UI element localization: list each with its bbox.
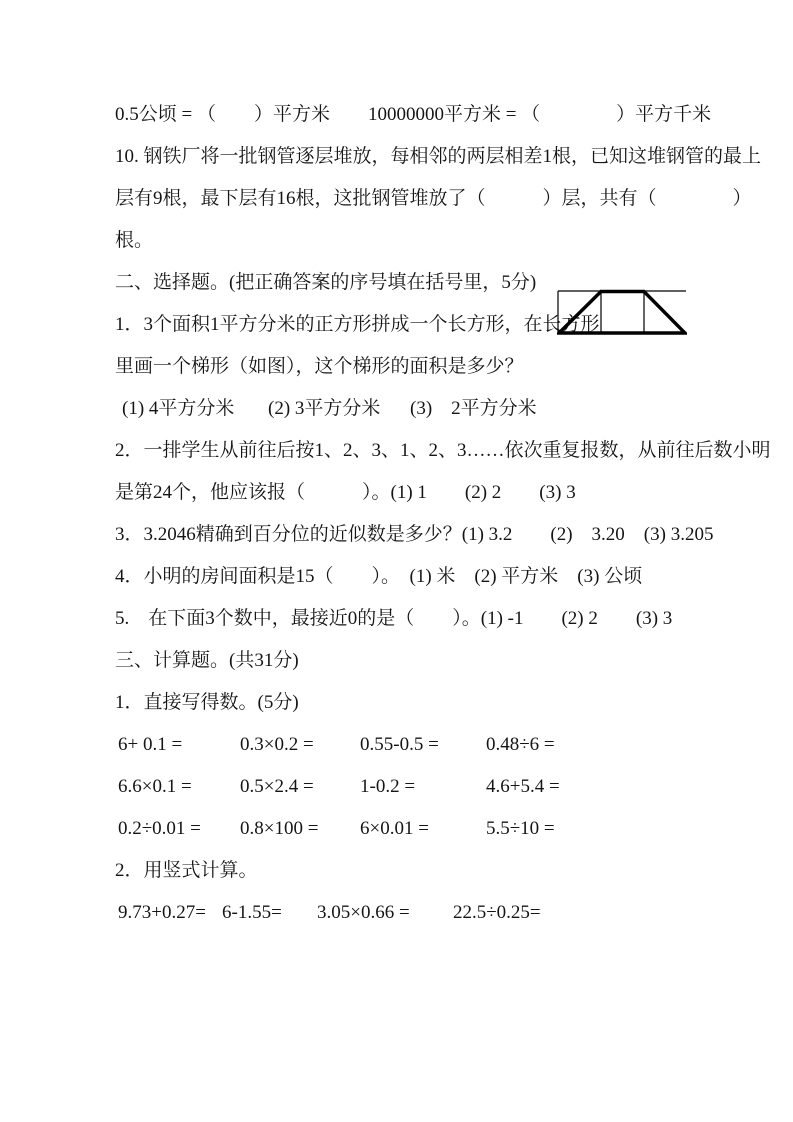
q3-line: 3．3.2046精确到百分位的近似数是多少？(1) 3.2 (2) 3.20 (3) 3.205 — [115, 524, 714, 545]
q1-option-2: (2) 3平方分米 — [268, 398, 381, 419]
section3-heading: 三、计算题。(共31分) — [115, 650, 299, 671]
expression: 1-0.2 = — [360, 776, 416, 797]
column-calc-row — [115, 892, 703, 934]
mental-math-row-3 — [115, 808, 703, 850]
column-calc-heading: 2．用竖式计算。 — [115, 860, 258, 881]
expression: 0.55-0.5 = — [360, 734, 439, 755]
q1-options — [115, 388, 703, 430]
expression: 6.6×0.1 = — [118, 776, 192, 797]
q2-line-2: 是第24个，他应该报（ ）。(1) 1 (2) 2 (3) 3 — [115, 482, 576, 503]
q1-option-1: (1) 4平方分米 — [122, 398, 235, 419]
mental-math-row-1 — [115, 724, 703, 766]
q9-unit-conversion: 0.5公顷 = （ ）平方米 10000000平方米 = （ ）平方千米 — [115, 104, 712, 125]
expression: 0.2÷0.01 = — [118, 818, 201, 839]
q5-line: 5. 在下面3个数中，最接近0的是（ ）。(1) -1 (2) 2 (3) 3 — [115, 608, 673, 629]
q10-line-2: 层有9根，最下层有16根，这批钢管堆放了（ ）层，共有（ ） — [115, 188, 752, 209]
expression: 6+ 0.1 = — [118, 734, 183, 755]
expression: 5.5÷10 = — [486, 818, 555, 839]
trapezoid-figure — [557, 289, 687, 335]
q10-line-1: 10. 钢铁厂将一批钢管逐层堆放，每相邻的两层相差1根，已知这堆钢管的最上 — [115, 146, 762, 167]
q1-line-1: 1．3个面积1平方分米的正方形拼成一个长方形，在长方形 — [115, 314, 600, 335]
q1-line-2: 里画一个梯形（如图），这个梯形的面积是多少？ — [115, 356, 524, 377]
q1-option-3: (3) 2平方分米 — [410, 398, 537, 419]
q2-line-1: 2．一排学生从前往后按1、2、3、1、2、3……依次重复报数，从前往后数小明 — [115, 440, 771, 461]
rectangle-grid-lines — [558, 291, 686, 333]
mental-math-heading: 1．直接写得数。(5分) — [115, 692, 299, 713]
expression: 6×0.01 = — [360, 818, 429, 839]
expression: 0.48÷6 = — [486, 734, 555, 755]
expression: 0.5×2.4 = — [240, 776, 314, 797]
expression: 6-1.55= — [222, 902, 282, 923]
expression: 22.5÷0.25= — [453, 902, 541, 923]
expression: 0.3×0.2 = — [240, 734, 314, 755]
trapezoid-outline — [559, 292, 685, 334]
q4-line: 4．小明的房间面积是15（ ）。 (1) 米 (2) 平方米 (3) 公顷 — [115, 566, 643, 587]
expression: 9.73+0.27= — [118, 902, 206, 923]
expression: 3.05×0.66 = — [317, 902, 410, 923]
mental-math-row-2 — [115, 766, 703, 808]
expression: 4.6+5.4 = — [486, 776, 560, 797]
expression: 0.8×100 = — [240, 818, 319, 839]
q10-line-3: 根。 — [115, 230, 154, 251]
section2-heading: 二、选择题。(把正确答案的序号填在括号里，5分) — [115, 272, 537, 293]
